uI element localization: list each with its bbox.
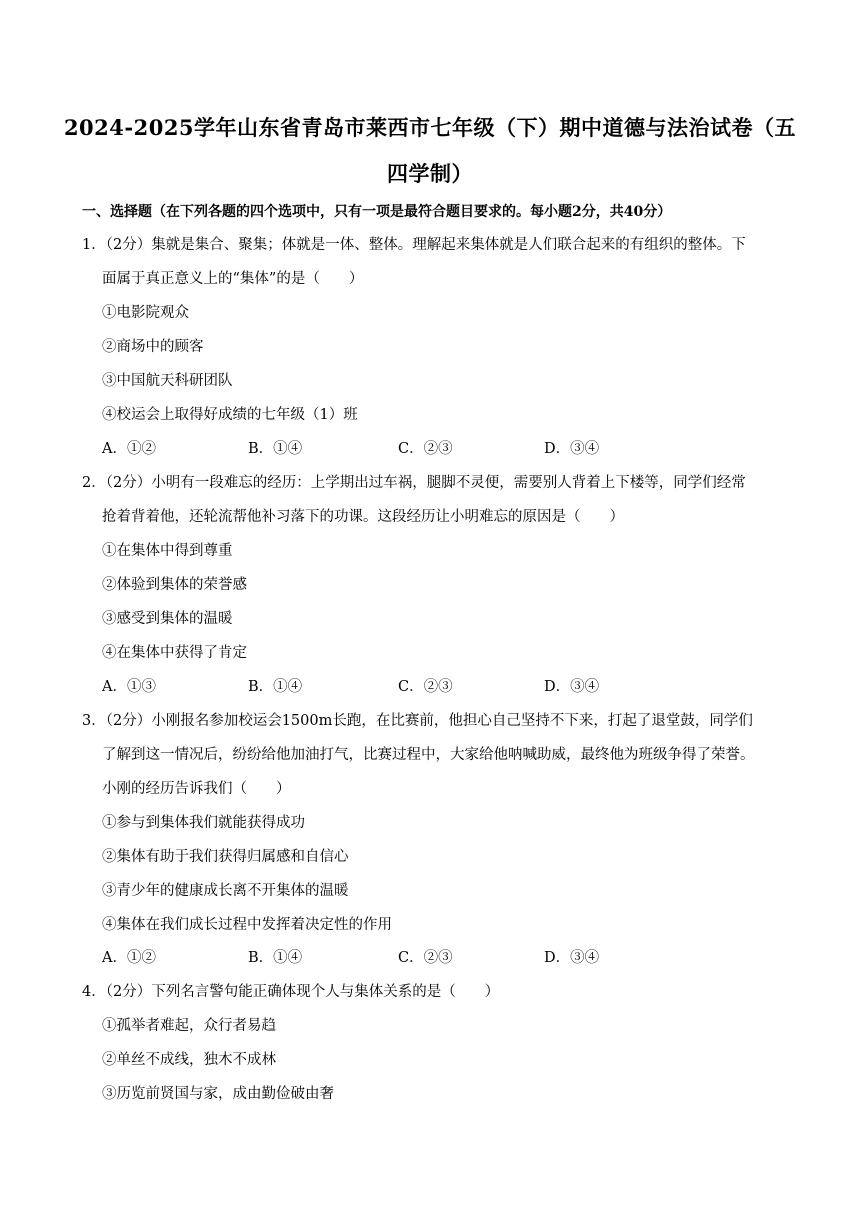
question-3-option-c[interactable]: C．②③ (398, 950, 453, 966)
question-4-item-2: ②单丝不成线，独木不成林 (102, 1052, 276, 1068)
question-1-option-c[interactable]: C．②③ (398, 441, 453, 457)
question-3-item-1: ①参与到集体我们就能获得成功 (102, 815, 305, 831)
question-1-option-b[interactable]: B．①④ (248, 441, 303, 457)
question-2-option-b[interactable]: B．①④ (248, 679, 303, 695)
question-2-option-d[interactable]: D．③④ (544, 679, 600, 695)
question-1-stem-line-1: 1．（2分）集就是集合、聚集；体就是一体、整体。理解起来集体就是人们联合起来的有组织的整体。下 (82, 237, 746, 253)
question-3-stem-line-2: 了解到这一情况后，纷纷给他加油打气，比赛过程中，大家给他呐喊助威，最终他为班级争得了荣誉。 (102, 747, 755, 763)
question-4-item-3: ③历览前贤国与家，成由勤俭破由奢 (102, 1086, 334, 1102)
question-2-stem-line-1: 2．（2分）小明有一段难忘的经历：上学期出过车祸，腿脚不灵便，需要别人背着上下楼等，同学们经常 (82, 475, 746, 491)
exam-title-line-2: 四学制） (387, 161, 473, 186)
question-1-option-d[interactable]: D．③④ (544, 441, 600, 457)
question-4-item-1: ①孤举者难起，众行者易趋 (102, 1018, 276, 1034)
question-2-item-1: ①在集体中得到尊重 (102, 543, 233, 559)
question-3-option-d[interactable]: D．③④ (544, 950, 600, 966)
question-3-option-a[interactable]: A．①② (102, 950, 156, 966)
question-2-stem-line-2: 抢着背着他，还轮流帮他补习落下的功课。这段经历让小明难忘的原因是（ ） (102, 509, 624, 525)
question-1-option-a[interactable]: A．①② (102, 441, 156, 457)
question-2-item-2: ②体验到集体的荣誉感 (102, 577, 247, 593)
question-1-item-4: ④校运会上取得好成绩的七年级（1）班 (102, 407, 358, 423)
question-3-item-2: ②集体有助于我们获得归属感和自信心 (102, 849, 349, 865)
section-heading: 一、选择题（在下列各题的四个选项中，只有一项是最符合题目要求的。每小题2分，共40分） (82, 204, 672, 220)
question-1-item-1: ①电影院观众 (102, 305, 189, 321)
question-2-item-3: ③感受到集体的温暖 (102, 611, 233, 627)
question-3-item-4: ④集体在我们成长过程中发挥着决定性的作用 (102, 917, 392, 933)
question-3-item-3: ③青少年的健康成长离不开集体的温暖 (102, 883, 349, 899)
question-2-option-a[interactable]: A．①③ (102, 679, 156, 695)
question-3-stem-line-1: 3．（2分）小刚报名参加校运会1500m长跑，在比赛前，他担心自己坚持不下来，打起了退堂鼓，同学们 (82, 713, 753, 729)
question-1-item-3: ③中国航天科研团队 (102, 373, 233, 389)
question-4-stem-line-1: 4．（2分）下列名言警句能正确体现个人与集体关系的是（ ） (82, 984, 500, 1000)
question-2-option-c[interactable]: C．②③ (398, 679, 453, 695)
question-1-item-2: ②商场中的顾客 (102, 339, 204, 355)
exam-title-line-1: 2024-2025学年山东省青岛市莱西市七年级（下）期中道德与法治试卷（五 (63, 115, 797, 140)
question-3-stem-line-3: 小刚的经历告诉我们（ ） (102, 781, 291, 797)
question-2-item-4: ④在集体中获得了肯定 (102, 645, 247, 661)
question-3-option-b[interactable]: B．①④ (248, 950, 303, 966)
question-1-stem-line-2: 面属于真正意义上的“集体”的是（ ） (102, 271, 364, 287)
